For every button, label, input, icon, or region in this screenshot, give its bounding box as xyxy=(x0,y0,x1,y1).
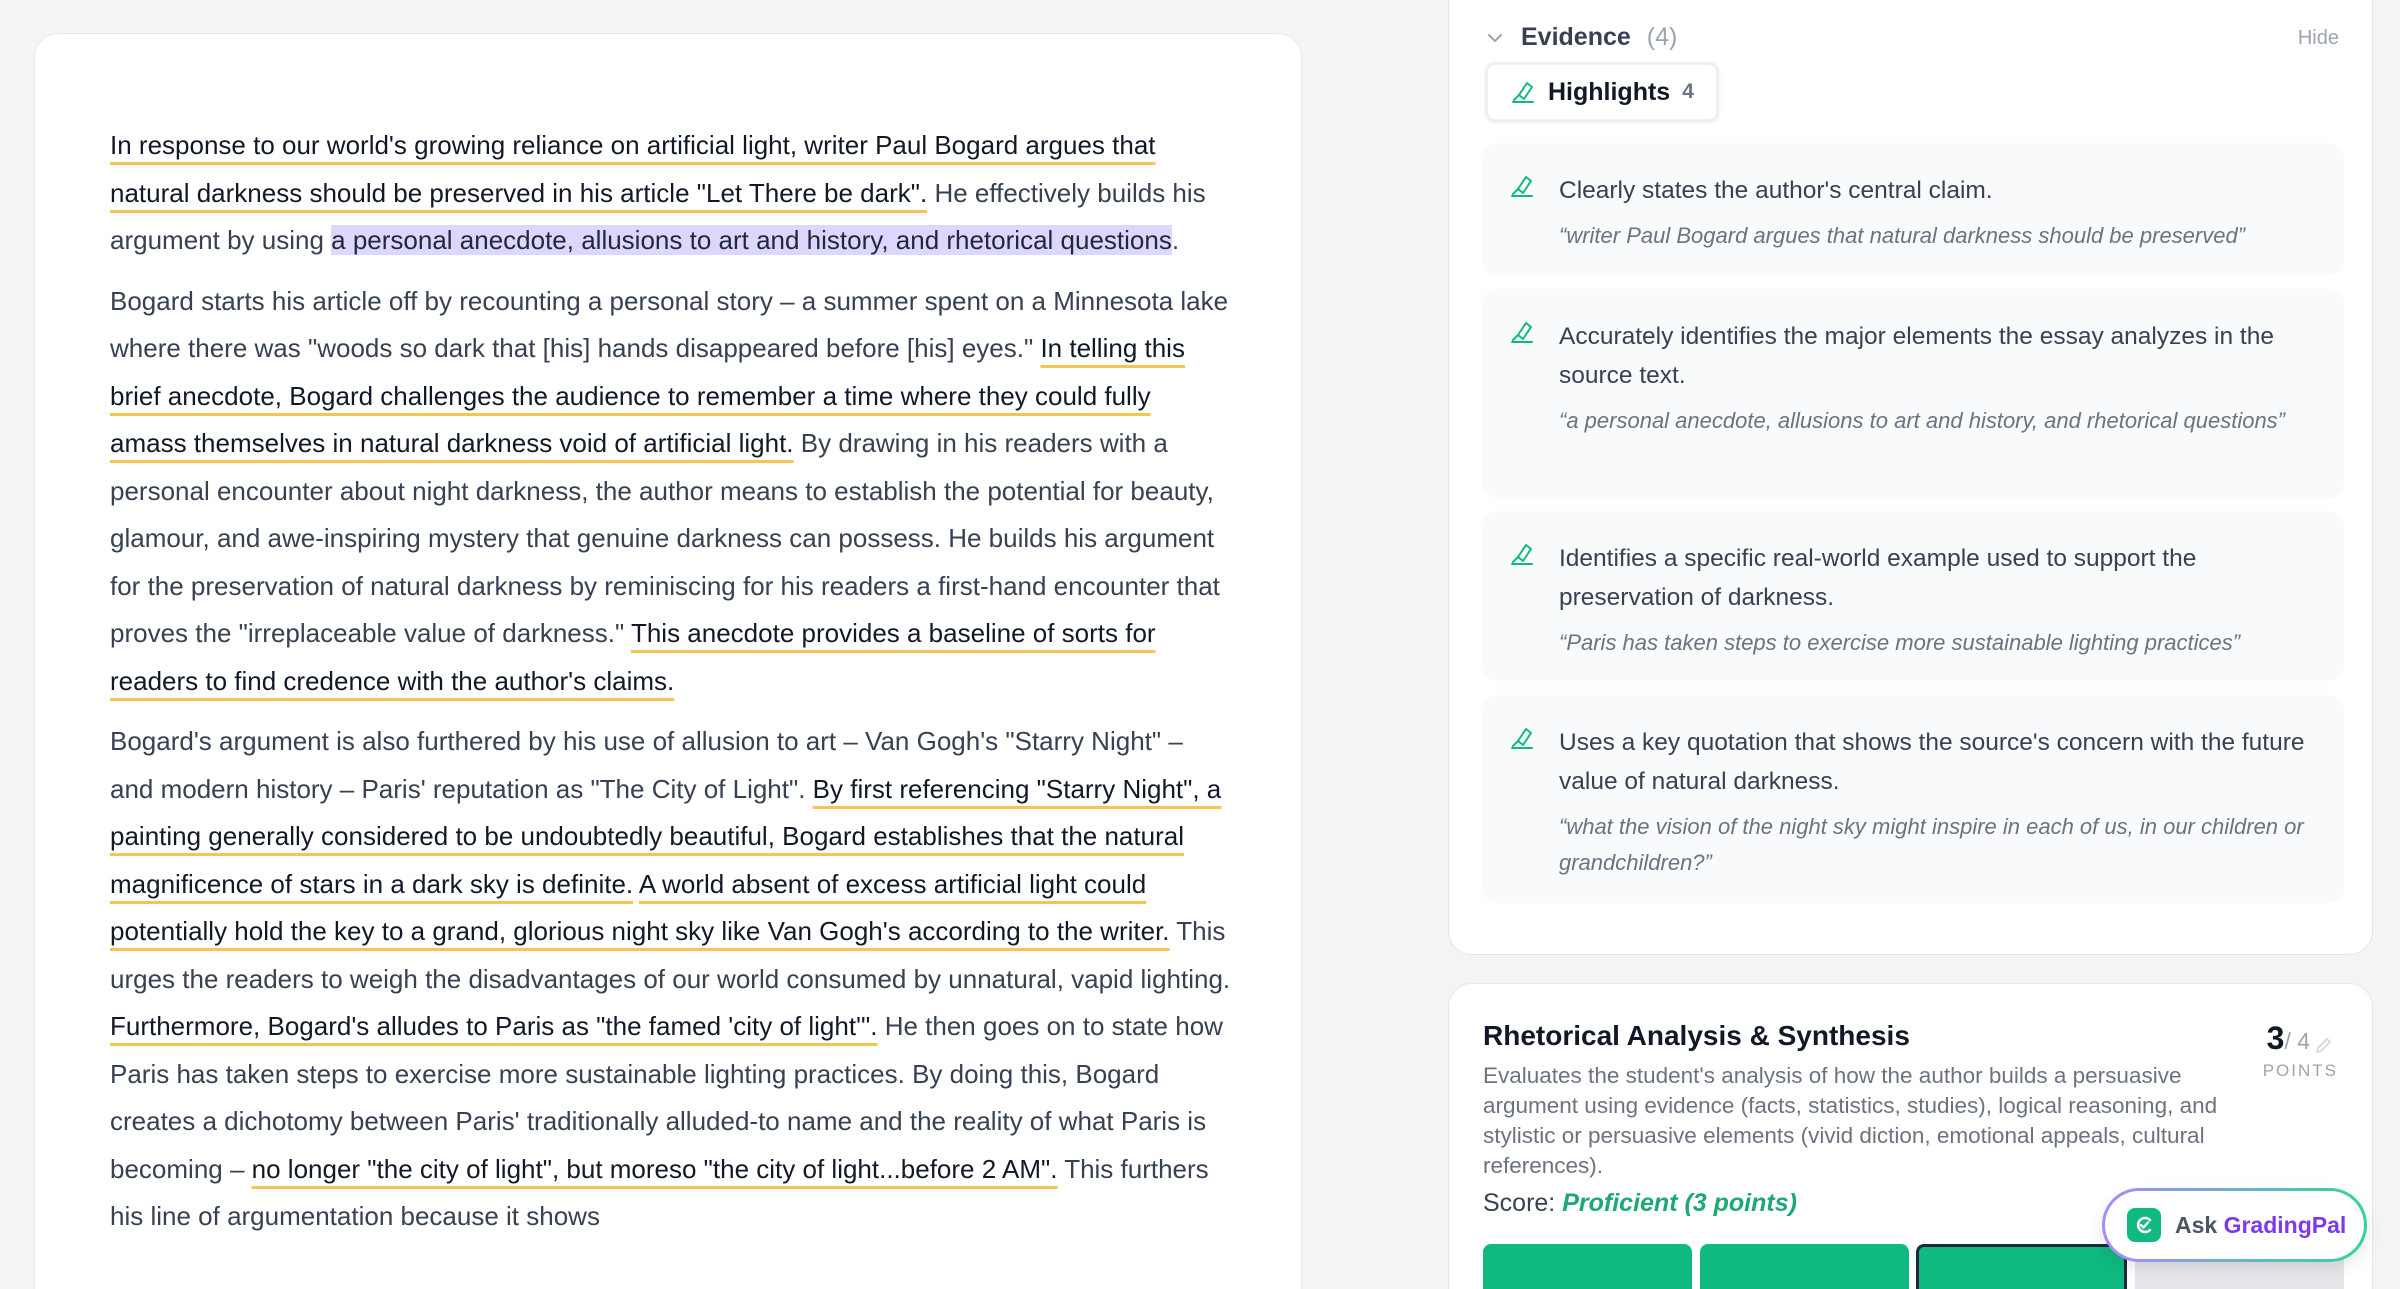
tab-highlights-label: Highlights xyxy=(1548,77,1671,106)
essay-card xyxy=(34,33,1302,1289)
essay-text: He then goes on to state how Paris has taken steps to exercise more sustainable lighting practices. By doing this, Bogard creates a dichotomy between Paris' traditionally alluded-to name and the reality of what Paris is becoming – xyxy=(110,1011,1223,1184)
essay-text: . xyxy=(1171,225,1180,255)
essay-paragraph-3 xyxy=(110,718,1231,1241)
highlight-central-claim[interactable]: In response to our world's growing reliance on artificial light, writer Paul Bogard argues that natural darkness should be preserved in his article "Let There be dark". xyxy=(110,130,1156,208)
score-value: Proficient (3 points) xyxy=(1562,1189,1797,1217)
highlighter-icon xyxy=(1509,319,1535,345)
essay-text: This furthers his line of argumentation because it shows xyxy=(110,1153,1209,1231)
highlighter-icon xyxy=(1509,725,1535,751)
highlight-major-elements[interactable]: a personal anecdote, allusions to art and history, and rhetorical questions xyxy=(331,225,1172,255)
evidence-item[interactable] xyxy=(1483,695,2344,903)
highlight-starry-night[interactable]: By first referencing "Starry Night", a painting generally considered to be undoubtedly beautiful, Bogard establishes that the natural magnificence of stars in a dark sky is definite. xyxy=(110,773,1222,899)
ask-brand: GradingPal xyxy=(2223,1211,2347,1238)
rubric-title: Rhetorical Analysis & Synthesis xyxy=(1483,1020,1910,1051)
evidence-item[interactable] xyxy=(1483,511,2344,681)
hide-button[interactable]: Hide xyxy=(2297,27,2339,49)
ask-button-label xyxy=(2175,1212,2346,1239)
highlight-night-sky[interactable]: A world absent of excess artificial light could potentially hold the key to a grand, glorious night sky like Van Gogh's according to the writer. xyxy=(110,868,1170,946)
essay-text: This urges the readers to weigh the disadvantages of our world consumed by unnatural, vapid lighting. xyxy=(110,916,1231,994)
rubric-points xyxy=(2263,1020,2338,1081)
essay-paragraph-1 xyxy=(110,122,1231,265)
evidence-count: (4) xyxy=(1646,23,1678,51)
evidence-panel xyxy=(1448,0,2373,955)
evidence-quote: “writer Paul Bogard argues that natural darkness should be preserved” xyxy=(1559,223,2246,248)
ask-prefix: Ask xyxy=(2175,1211,2218,1238)
pencil-icon[interactable] xyxy=(2314,1035,2334,1055)
highlight-anecdote[interactable]: In telling this brief anecdote, Bogard challenges the audience to remember a time where they could fully amass themselves in natural darkness void of artificial light. xyxy=(110,333,1185,458)
tab-highlights[interactable] xyxy=(1485,62,1719,122)
evidence-description: Identifies a specific real-world example used to support the preservation of darkness. xyxy=(1559,545,2197,611)
points-value: 3 xyxy=(2266,1020,2285,1056)
tab-highlights-count: 4 xyxy=(1682,80,1694,103)
rubric-description: Evaluates the student's analysis of how the author builds a persuasive argument using evidence (facts, statistics, studies), logical reasoning, and stylistic or persuasive elements (vivid diction, emotional appeals, cultural references). xyxy=(1483,1063,2218,1178)
highlight-baseline[interactable]: This anecdote provides a baseline of sorts for readers to find credence with the author's claims. xyxy=(110,618,1156,696)
evidence-description: Uses a key quotation that shows the source's concern with the future value of natural darkness. xyxy=(1559,729,2305,795)
essay-text: Bogard's argument is also furthered by his use of allusion to art – Van Gogh's "Starry Night" – and modern history – Paris' reputation as "The City of Light". xyxy=(110,726,1183,804)
points-max: / 4 xyxy=(2284,1028,2311,1054)
essay-paragraph-2 xyxy=(110,278,1231,706)
evidence-quote: “a personal anecdote, allusions to art and history, and rhetorical questions” xyxy=(1559,408,2286,433)
highlighter-icon xyxy=(1509,173,1535,199)
chevron-down-icon[interactable] xyxy=(1485,28,1505,48)
rubric-score xyxy=(1483,1189,1797,1218)
points-label: POINTS xyxy=(2262,1061,2338,1080)
ask-gradingpal-button[interactable] xyxy=(2102,1188,2367,1262)
essay-text: Bogard starts his article off by recounting a personal story – a summer spent on a Minnesota lake where there was "woods so dark that [his] hands disappeared before [his] eyes." xyxy=(110,285,1229,363)
evidence-item[interactable] xyxy=(1483,143,2344,275)
score-label: Score: xyxy=(1483,1189,1556,1217)
rubric-level-2[interactable] xyxy=(1700,1244,1909,1289)
essay-text: By drawing in his readers with a personal encounter about night darkness, the author means to establish the potential for beauty, glamour, and awe-inspiring mystery that genuine darkness can possess. He builds his argument for the preservation of natural darkness by reminiscing for his readers a first-hand encounter that proves the "irreplaceable value of darkness." xyxy=(110,428,1220,648)
highlighter-icon xyxy=(1509,541,1535,567)
evidence-header[interactable] xyxy=(1485,23,1677,52)
highlight-paris-before-2am[interactable]: no longer "the city of light", but moreso "the city of light...before 2 AM". xyxy=(251,1153,1058,1184)
rubric-level-1[interactable] xyxy=(1483,1244,1692,1289)
essay-text: He effectively builds his argument by using xyxy=(110,177,1206,255)
evidence-title: Evidence xyxy=(1521,23,1631,51)
highlighter-icon xyxy=(1510,79,1536,105)
rubric-level-3[interactable] xyxy=(1916,1244,2127,1289)
evidence-quote: “Paris has taken steps to exercise more sustainable lighting practices” xyxy=(1559,630,2241,655)
evidence-description: Clearly states the author's central claim. xyxy=(1559,177,1993,204)
evidence-description: Accurately identifies the major elements the essay analyzes in the source text. xyxy=(1559,323,2274,389)
evidence-item[interactable] xyxy=(1483,289,2344,498)
highlight-paris-allusion[interactable]: Furthermore, Bogard's alludes to Paris as "the famed 'city of light'". xyxy=(110,1011,878,1041)
gradingpal-logo-icon xyxy=(2127,1208,2161,1242)
evidence-quote: “what the vision of the night sky might inspire in each of us, in our children or grandchildren?” xyxy=(1559,814,2304,875)
